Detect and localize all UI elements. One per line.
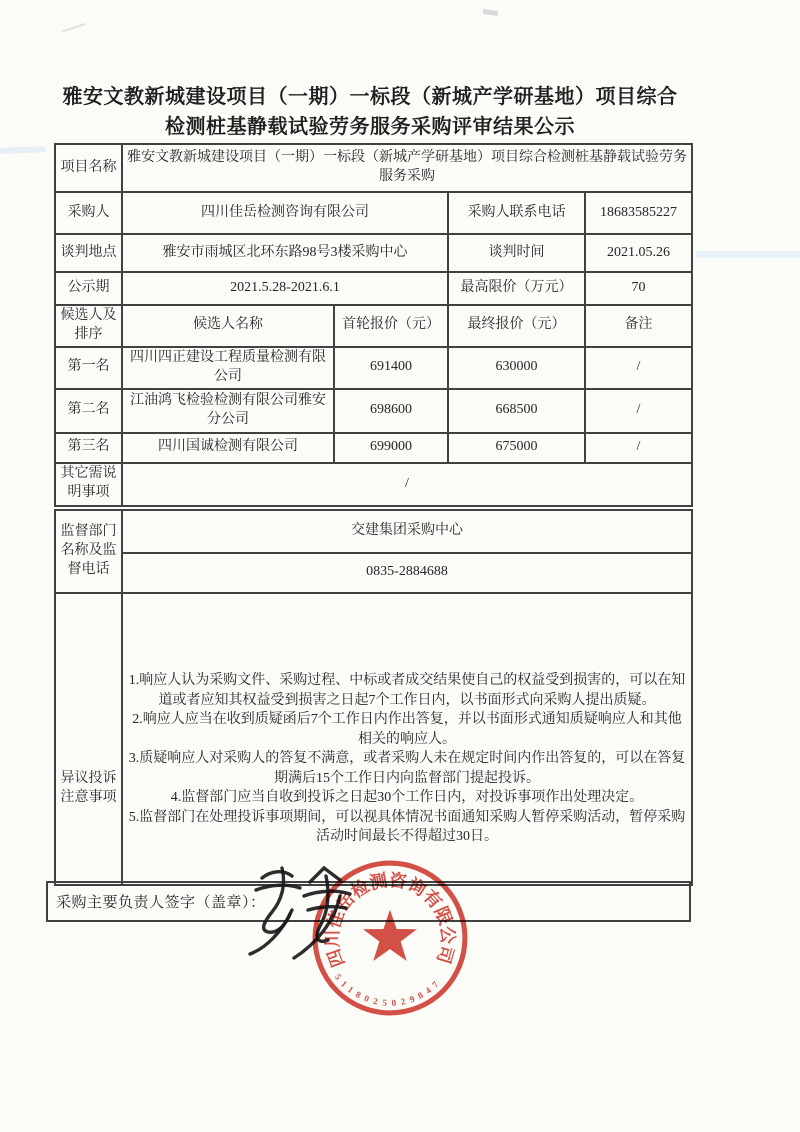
objection-item: 3.质疑响应人对采购人的答复不满意，或者采购人未在规定时间内作出答复的，可以在答复期满后15个工作日内向监督部门提起投诉。: [128, 751, 686, 786]
other-notes-label: 其它需说明事项: [55, 463, 122, 508]
page-title-line2: 检测桩基静载试验劳务服务采购评审结果公示: [165, 116, 575, 138]
max-price-label: 最高限价（万元）: [448, 272, 585, 305]
scan-artifact: [58, 12, 85, 33]
talk-time-label: 谈判时间: [448, 234, 585, 272]
scan-artifact: [696, 251, 800, 258]
signature-label: 采购主要负责人签字（盖章）：: [56, 895, 266, 911]
candidates-first-offer-header: 首轮报价（元）: [334, 305, 448, 347]
objection-item: 1.响应人认为采购文件、采购过程、中标或者成交结果使自己的权益受到损害的，可以在知道或者应知其权益受到损害之日起7个工作日内，以书面形式向采购人提出质疑。: [128, 673, 686, 708]
table-row: [55, 192, 692, 234]
table-row: [55, 144, 692, 192]
candidate-first-offer: 698600: [334, 389, 448, 433]
venue-label: 谈判地点: [55, 234, 122, 272]
candidate-rank: 第二名: [55, 389, 122, 433]
candidate-first-offer: 691400: [334, 347, 448, 389]
objection-notes-text: [127, 671, 687, 847]
table-row: [55, 234, 692, 272]
candidate-name: 四川四正建设工程质量检测有限公司: [122, 347, 334, 389]
candidate-first-offer: 699000: [334, 433, 448, 463]
candidate-row: [55, 389, 692, 433]
table-row: [55, 272, 692, 305]
scan-artifact: [483, 9, 499, 16]
supervision-phone: 0835-2884688: [122, 553, 692, 593]
other-notes-value: /: [122, 463, 692, 508]
purchaser-phone-value: 18683585227: [585, 192, 692, 234]
publicity-label: 公示期: [55, 272, 122, 305]
project-name-label: 项目名称: [55, 144, 122, 192]
supervision-label: 监督部门名称及监督电话: [55, 508, 122, 593]
purchaser-label: 采购人: [55, 192, 122, 234]
page-title-line1: 雅安文教新城建设项目（一期）一标段（新城产学研基地）项目综合: [62, 86, 678, 108]
purchaser-phone-label: 采购人联系电话: [448, 192, 585, 234]
table-row: [55, 508, 692, 553]
objection-label: 异议投诉注意事项: [55, 593, 122, 885]
project-name-value: 雅安文教新城建设项目（一期）一标段（新城产学研基地）项目综合检测桩基静载试验劳务服务采购: [122, 144, 692, 192]
supervision-name: 交建集团采购中心: [122, 508, 692, 553]
table-row: [55, 463, 692, 508]
objection-item: 5.监督部门在处理投诉事项期间，可以视具体情况书面通知采购人暂停采购活动，暂停采购活动时间最长不得超过30日。: [128, 809, 686, 845]
candidate-remark: /: [585, 389, 692, 433]
table-row: [55, 553, 692, 593]
candidate-final-offer: 668500: [448, 389, 585, 433]
seal-star-icon: [363, 910, 417, 961]
seal-company-text: 四川佳岳检测咨询有限公司: [322, 869, 459, 970]
company-seal: [309, 857, 471, 1019]
candidate-rank: 第三名: [55, 433, 122, 463]
candidates-name-header: 候选人名称: [122, 305, 334, 347]
announcement-table: [54, 143, 693, 886]
objection-item: 2.响应人应当在收到质疑函后7个工作日内作出答复，并以书面形式通知质疑响应人和其他相关的响应人。: [132, 712, 682, 747]
candidates-rank-header: 候选人及排序: [55, 305, 122, 347]
candidate-row: [55, 433, 692, 463]
purchaser-value: 四川佳岳检测咨询有限公司: [122, 192, 448, 234]
candidate-name: 江油鸿飞检验检测有限公司雅安分公司: [122, 389, 334, 433]
scan-artifact: [0, 146, 46, 154]
candidate-row: [55, 347, 692, 389]
candidates-header-row: [55, 305, 692, 347]
objection-item: 4.监督部门应当自收到投诉之日起30个工作日内，对投诉事项作出处理决定。: [170, 790, 644, 806]
candidates-final-offer-header: 最终报价（元）: [448, 305, 585, 347]
candidates-remark-header: 备注: [585, 305, 692, 347]
publicity-value: 2021.5.28-2021.6.1: [122, 272, 448, 305]
max-price-value: 70: [585, 272, 692, 305]
talk-time-value: 2021.05.26: [585, 234, 692, 272]
seal-code-text: 5118025029847: [332, 971, 444, 1008]
candidate-final-offer: 630000: [448, 347, 585, 389]
candidate-remark: /: [585, 433, 692, 463]
venue-value: 雅安市雨城区北环东路98号3楼采购中心: [122, 234, 448, 272]
objection-notes: [122, 593, 692, 885]
candidate-rank: 第一名: [55, 347, 122, 389]
objection-row: [55, 593, 692, 885]
page-title: [40, 82, 700, 142]
candidate-name: 四川国诚检测有限公司: [122, 433, 334, 463]
candidate-final-offer: 675000: [448, 433, 585, 463]
candidate-remark: /: [585, 347, 692, 389]
